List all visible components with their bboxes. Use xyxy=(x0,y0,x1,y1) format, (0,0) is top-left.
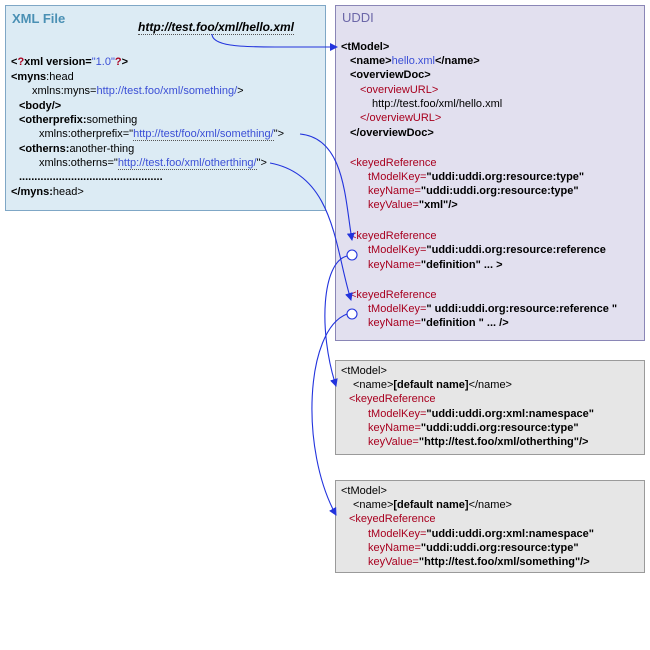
tmodel-open-tag: <tModel> xyxy=(341,365,387,377)
keyed-reference-tmodelkey: tModelKey="uddi:uddi.org:xml:namespace" xyxy=(368,528,594,540)
keyed-reference-tag: <keyedReference xyxy=(349,513,436,525)
myns-namespace-attr: xmlns:myns=http://test.foo/xml/something/> xyxy=(32,85,244,97)
keyed-reference-3-tmodelkey: tModelKey=" uddi:uddi.org:resource:reference " xyxy=(368,303,618,315)
tmodel-something-box xyxy=(335,480,645,573)
otherns-open-tag: <otherns:another-thing xyxy=(19,143,135,155)
xml-declaration: <?xml version="1.0"?> xyxy=(11,56,129,68)
body-tag: <body/> xyxy=(19,100,62,112)
keyed-reference-keyvalue: keyValue="http://test.foo/xml/otherthing"/> xyxy=(368,436,589,448)
xml-file-panel xyxy=(5,5,326,211)
xml-panel-title: XML File xyxy=(12,11,66,26)
otherprefix-namespace-attr: xmlns:otherprefix="http://test/foo/xml/something/"> xyxy=(39,128,285,140)
tmodel-otherthing-box xyxy=(335,360,645,455)
keyed-reference-1-keyvalue: keyValue="xml"/> xyxy=(368,199,458,211)
tmodel-name: <name>hello.xml</name> xyxy=(350,55,480,67)
keyed-reference-1-tmodelkey: tModelKey="uddi:uddi.org:resource:type" xyxy=(368,171,585,183)
keyed-reference-tmodelkey: tModelKey="uddi:uddi.org:xml:namespace" xyxy=(368,408,594,420)
tmodel-name: <name>[default name]</name> xyxy=(353,379,512,391)
tmodel-open-tag: <tModel> xyxy=(341,41,390,53)
keyed-reference-3-keyname: keyName="definition " ... /> xyxy=(368,317,509,329)
myns-open-tag: <myns:head xyxy=(11,71,74,83)
keyed-reference-1-keyname: keyName="uddi:uddi.org:resource:type" xyxy=(368,185,579,197)
document-url-label: http://test.foo/xml/hello.xml xyxy=(138,20,295,34)
keyed-reference-1-tag: <keyedReference xyxy=(350,157,437,169)
uddi-panel-title: UDDI xyxy=(342,10,374,25)
keyed-reference-keyname: keyName="uddi:uddi.org:resource:type" xyxy=(368,422,579,434)
keyed-reference-3-tag: <keyedReference xyxy=(350,289,437,301)
tmodel-open-tag: <tModel> xyxy=(341,485,387,497)
myns-close-tag: </myns:head> xyxy=(11,186,84,198)
keyed-reference-keyvalue: keyValue="http://test.foo/xml/something"/> xyxy=(368,556,590,568)
ellipsis: ............................................... xyxy=(19,171,163,183)
overview-url-open: <overviewURL> xyxy=(360,84,439,96)
keyed-reference-2-keyname: keyName="definition" ... > xyxy=(368,259,503,271)
overview-doc-close: </overviewDoc> xyxy=(350,127,434,139)
overview-doc-open: <overviewDoc> xyxy=(350,69,431,81)
overview-url-close: </overviewURL> xyxy=(360,112,442,124)
uddi-panel xyxy=(335,5,645,341)
keyed-reference-2-tmodelkey: tModelKey="uddi:uddi.org:resource:reference xyxy=(368,244,606,256)
keyed-reference-keyname: keyName="uddi:uddi.org:resource:type" xyxy=(368,542,579,554)
otherprefix-open-tag: <otherprefix:something xyxy=(19,114,138,126)
keyed-reference-tag: <keyedReference xyxy=(349,393,436,405)
tmodel-name: <name>[default name]</name> xyxy=(353,499,512,511)
keyed-reference-2-tag: <keyedReference xyxy=(350,230,437,242)
otherns-namespace-attr: xmlns:otherns="http://test.foo/xml/otherthing/"> xyxy=(39,157,267,169)
overview-url-value: http://test.foo/xml/hello.xml xyxy=(372,98,503,110)
